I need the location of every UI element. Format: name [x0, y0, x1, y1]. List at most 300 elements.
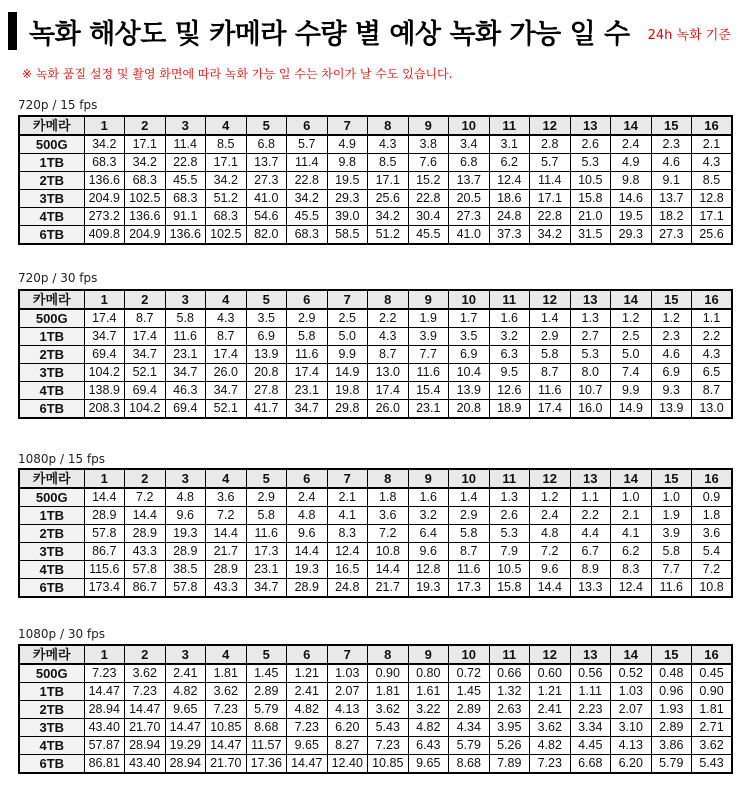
table-row [19, 154, 732, 172]
days-value-cell: 19.5 [611, 208, 652, 226]
days-value-cell: 16.5 [327, 561, 368, 579]
days-value-cell: 2.8 [530, 135, 571, 154]
table-header-row [19, 469, 732, 488]
days-value-cell: 5.7 [530, 154, 571, 172]
camera-count-header: 12 [530, 469, 571, 488]
days-value-cell: 68.3 [287, 226, 328, 245]
days-value-cell: 1.3 [570, 309, 611, 328]
days-value-cell: 2.41 [530, 701, 571, 719]
storage-capacity-cell: 500G [19, 488, 84, 507]
days-value-cell: 17.4 [368, 382, 409, 400]
days-value-cell: 1.03 [327, 664, 368, 683]
table-header-row [19, 290, 732, 309]
storage-capacity-cell: 4TB [19, 208, 84, 226]
days-value-cell: 1.7 [449, 309, 490, 328]
days-value-cell: 45.5 [408, 226, 449, 245]
days-value-cell: 6.8 [449, 154, 490, 172]
days-value-cell: 30.4 [408, 208, 449, 226]
days-value-cell: 204.9 [125, 226, 166, 245]
days-value-cell: 10.8 [692, 579, 733, 598]
days-value-cell: 34.2 [287, 190, 328, 208]
storage-capacity-cell: 4TB [19, 737, 84, 755]
camera-count-header: 8 [368, 469, 409, 488]
storage-capacity-cell: 6TB [19, 400, 84, 419]
storage-capacity-cell: 3TB [19, 543, 84, 561]
days-value-cell: 7.4 [611, 364, 652, 382]
days-value-cell: 11.6 [246, 525, 287, 543]
days-value-cell: 14.47 [206, 737, 247, 755]
camera-count-header: 5 [246, 116, 287, 135]
days-value-cell: 8.9 [570, 561, 611, 579]
camera-count-header: 1 [84, 645, 125, 664]
table-header-row [19, 116, 732, 135]
days-value-cell: 2.2 [368, 309, 409, 328]
days-value-cell: 4.13 [611, 737, 652, 755]
days-value-cell: 5.8 [651, 543, 692, 561]
days-value-cell: 25.6 [368, 190, 409, 208]
days-value-cell: 4.3 [368, 328, 409, 346]
days-value-cell: 1.9 [651, 507, 692, 525]
camera-count-header: 14 [611, 290, 652, 309]
days-value-cell: 13.0 [368, 364, 409, 382]
days-value-cell: 17.4 [287, 364, 328, 382]
days-value-cell: 51.2 [206, 190, 247, 208]
days-value-cell: 11.4 [530, 172, 571, 190]
days-value-cell: 13.7 [449, 172, 490, 190]
days-value-cell: 14.47 [125, 701, 166, 719]
table-row [19, 328, 732, 346]
days-value-cell: 15.2 [408, 172, 449, 190]
days-value-cell: 51.2 [368, 226, 409, 245]
days-value-cell: 27.3 [246, 172, 287, 190]
days-value-cell: 5.8 [165, 309, 206, 328]
days-value-cell: 34.2 [125, 154, 166, 172]
days-value-cell: 14.9 [327, 364, 368, 382]
days-value-cell: 14.4 [125, 507, 166, 525]
days-value-cell: 38.5 [165, 561, 206, 579]
days-value-cell: 17.1 [125, 135, 166, 154]
camera-header-cell: 카메라 [19, 469, 84, 488]
days-value-cell: 6.68 [570, 755, 611, 774]
days-value-cell: 4.4 [570, 525, 611, 543]
days-value-cell: 4.6 [651, 154, 692, 172]
days-value-cell: 6.20 [611, 755, 652, 774]
camera-count-header: 15 [651, 116, 692, 135]
days-value-cell: 29.3 [327, 190, 368, 208]
table-row [19, 346, 732, 364]
days-value-cell: 34.2 [84, 135, 125, 154]
days-value-cell: 27.3 [651, 226, 692, 245]
days-value-cell: 14.47 [287, 755, 328, 774]
days-value-cell: 102.5 [206, 226, 247, 245]
days-value-cell: 58.5 [327, 226, 368, 245]
days-value-cell: 11.57 [246, 737, 287, 755]
days-value-cell: 34.7 [206, 382, 247, 400]
days-value-cell: 3.10 [611, 719, 652, 737]
days-value-cell: 3.6 [206, 488, 247, 507]
days-value-cell: 3.95 [489, 719, 530, 737]
days-value-cell: 21.70 [206, 755, 247, 774]
camera-count-header: 16 [692, 469, 733, 488]
days-value-cell: 2.1 [692, 135, 733, 154]
days-value-cell: 69.4 [125, 382, 166, 400]
retention-table [18, 289, 733, 419]
days-value-cell: 3.22 [408, 701, 449, 719]
days-value-cell: 2.07 [611, 701, 652, 719]
days-value-cell: 27.3 [449, 208, 490, 226]
days-value-cell: 5.26 [489, 737, 530, 755]
days-value-cell: 5.43 [368, 719, 409, 737]
table-row [19, 701, 732, 719]
days-value-cell: 9.1 [651, 172, 692, 190]
days-value-cell: 1.2 [651, 309, 692, 328]
days-value-cell: 57.8 [84, 525, 125, 543]
days-value-cell: 10.8 [368, 543, 409, 561]
days-value-cell: 0.60 [530, 664, 571, 683]
days-value-cell: 5.79 [651, 755, 692, 774]
camera-count-header: 12 [530, 290, 571, 309]
days-value-cell: 11.6 [165, 328, 206, 346]
days-value-cell: 8.7 [368, 346, 409, 364]
days-value-cell: 52.1 [125, 364, 166, 382]
days-value-cell: 6.8 [246, 135, 287, 154]
table-row [19, 737, 732, 755]
days-value-cell: 1.21 [530, 683, 571, 701]
days-value-cell: 3.5 [449, 328, 490, 346]
days-value-cell: 115.6 [84, 561, 125, 579]
camera-count-header: 6 [287, 645, 328, 664]
title-accent-bar [8, 12, 17, 50]
days-value-cell: 14.4 [530, 579, 571, 598]
days-value-cell: 10.85 [368, 755, 409, 774]
camera-count-header: 3 [165, 469, 206, 488]
days-value-cell: 17.4 [206, 346, 247, 364]
days-value-cell: 3.2 [489, 328, 530, 346]
days-value-cell: 2.4 [530, 507, 571, 525]
days-value-cell: 28.9 [125, 525, 166, 543]
recording-basis-note: 24h 녹화 기준 [647, 27, 731, 43]
days-value-cell: 0.48 [651, 664, 692, 683]
days-value-cell: 5.8 [530, 346, 571, 364]
days-value-cell: 3.62 [368, 701, 409, 719]
days-value-cell: 2.6 [570, 135, 611, 154]
days-value-cell: 14.47 [165, 719, 206, 737]
days-value-cell: 12.8 [692, 190, 733, 208]
days-value-cell: 27.8 [246, 382, 287, 400]
storage-capacity-cell: 2TB [19, 701, 84, 719]
days-value-cell: 4.6 [651, 346, 692, 364]
camera-count-header: 4 [206, 116, 247, 135]
table-row [19, 226, 732, 245]
camera-count-header: 16 [692, 116, 733, 135]
days-value-cell: 4.1 [611, 525, 652, 543]
days-value-cell: 1.45 [246, 664, 287, 683]
camera-count-header: 11 [489, 290, 530, 309]
days-value-cell: 8.7 [206, 328, 247, 346]
camera-count-header: 4 [206, 290, 247, 309]
days-value-cell: 86.81 [84, 755, 125, 774]
camera-count-header: 13 [570, 116, 611, 135]
days-value-cell: 3.8 [408, 135, 449, 154]
days-value-cell: 2.23 [570, 701, 611, 719]
days-value-cell: 28.9 [165, 543, 206, 561]
days-value-cell: 24.8 [489, 208, 530, 226]
days-value-cell: 2.41 [165, 664, 206, 683]
camera-count-header: 9 [408, 469, 449, 488]
table-row [19, 561, 732, 579]
days-value-cell: 2.71 [692, 719, 733, 737]
days-value-cell: 21.0 [570, 208, 611, 226]
days-value-cell: 17.1 [530, 190, 571, 208]
days-value-cell: 18.2 [651, 208, 692, 226]
days-value-cell: 8.5 [206, 135, 247, 154]
days-value-cell: 23.1 [246, 561, 287, 579]
days-value-cell: 11.4 [287, 154, 328, 172]
days-value-cell: 0.52 [611, 664, 652, 683]
days-value-cell: 17.3 [246, 543, 287, 561]
days-value-cell: 0.45 [692, 664, 733, 683]
camera-count-header: 3 [165, 290, 206, 309]
days-value-cell: 1.03 [611, 683, 652, 701]
days-value-cell: 5.8 [246, 507, 287, 525]
days-value-cell: 4.82 [408, 719, 449, 737]
days-value-cell: 1.2 [611, 309, 652, 328]
camera-count-header: 7 [327, 290, 368, 309]
days-value-cell: 5.8 [449, 525, 490, 543]
days-value-cell: 1.81 [692, 701, 733, 719]
days-value-cell: 0.80 [408, 664, 449, 683]
days-value-cell: 2.4 [611, 135, 652, 154]
days-value-cell: 28.9 [206, 561, 247, 579]
camera-count-header: 10 [449, 645, 490, 664]
days-value-cell: 91.1 [165, 208, 206, 226]
days-value-cell: 9.8 [611, 172, 652, 190]
days-value-cell: 409.8 [84, 226, 125, 245]
disclaimer-note: ※ 녹화 품질 설정 및 촬영 화면에 따라 녹화 가능 일 수는 차이가 날 수도 있습니다. [22, 67, 453, 81]
days-value-cell: 12.4 [489, 172, 530, 190]
days-value-cell: 43.40 [125, 755, 166, 774]
storage-capacity-cell: 6TB [19, 755, 84, 774]
days-value-cell: 11.6 [408, 364, 449, 382]
days-value-cell: 13.7 [246, 154, 287, 172]
days-value-cell: 57.8 [125, 561, 166, 579]
days-value-cell: 19.3 [408, 579, 449, 598]
days-value-cell: 1.0 [651, 488, 692, 507]
days-value-cell: 5.3 [489, 525, 530, 543]
days-value-cell: 1.1 [692, 309, 733, 328]
days-value-cell: 4.82 [165, 683, 206, 701]
section-label: 1080p / 15 fps [18, 452, 106, 466]
days-value-cell: 10.5 [489, 561, 530, 579]
days-value-cell: 3.9 [408, 328, 449, 346]
days-value-cell: 8.7 [530, 364, 571, 382]
camera-count-header: 8 [368, 645, 409, 664]
days-value-cell: 8.68 [449, 755, 490, 774]
days-value-cell: 24.8 [327, 579, 368, 598]
days-value-cell: 86.7 [84, 543, 125, 561]
days-value-cell: 7.2 [368, 525, 409, 543]
days-value-cell: 6.2 [611, 543, 652, 561]
days-value-cell: 4.82 [287, 701, 328, 719]
section-label: 720p / 30 fps [18, 271, 98, 285]
days-value-cell: 3.6 [368, 507, 409, 525]
camera-count-header: 3 [165, 645, 206, 664]
days-value-cell: 9.6 [408, 543, 449, 561]
days-value-cell: 5.3 [570, 154, 611, 172]
days-value-cell: 68.3 [84, 154, 125, 172]
days-value-cell: 28.9 [287, 579, 328, 598]
days-value-cell: 0.90 [692, 683, 733, 701]
days-value-cell: 0.9 [692, 488, 733, 507]
days-value-cell: 23.1 [408, 400, 449, 419]
days-value-cell: 4.3 [368, 135, 409, 154]
days-value-cell: 4.8 [165, 488, 206, 507]
days-value-cell: 21.7 [368, 579, 409, 598]
days-value-cell: 69.4 [84, 346, 125, 364]
camera-count-header: 14 [611, 469, 652, 488]
days-value-cell: 34.2 [206, 172, 247, 190]
days-value-cell: 28.9 [84, 507, 125, 525]
days-value-cell: 0.96 [651, 683, 692, 701]
days-value-cell: 14.4 [287, 543, 328, 561]
days-value-cell: 5.43 [692, 755, 733, 774]
days-value-cell: 7.23 [368, 737, 409, 755]
storage-capacity-cell: 1TB [19, 328, 84, 346]
days-value-cell: 29.8 [327, 400, 368, 419]
days-value-cell: 7.7 [408, 346, 449, 364]
camera-count-header: 6 [287, 116, 328, 135]
camera-header-cell: 카메라 [19, 645, 84, 664]
days-value-cell: 9.6 [287, 525, 328, 543]
days-value-cell: 6.5 [692, 364, 733, 382]
days-value-cell: 39.0 [327, 208, 368, 226]
days-value-cell: 7.6 [408, 154, 449, 172]
days-value-cell: 17.1 [368, 172, 409, 190]
storage-capacity-cell: 1TB [19, 154, 84, 172]
days-value-cell: 2.9 [287, 309, 328, 328]
days-value-cell: 6.3 [489, 346, 530, 364]
camera-count-header: 5 [246, 645, 287, 664]
camera-count-header: 1 [84, 469, 125, 488]
days-value-cell: 34.7 [84, 328, 125, 346]
camera-count-header: 7 [327, 116, 368, 135]
camera-count-header: 10 [449, 290, 490, 309]
days-value-cell: 19.3 [165, 525, 206, 543]
days-value-cell: 2.7 [570, 328, 611, 346]
days-value-cell: 34.2 [530, 226, 571, 245]
days-value-cell: 1.4 [449, 488, 490, 507]
section-label: 720p / 15 fps [18, 98, 98, 112]
days-value-cell: 2.6 [489, 507, 530, 525]
camera-count-header: 11 [489, 116, 530, 135]
days-value-cell: 15.8 [489, 579, 530, 598]
table-row [19, 755, 732, 774]
days-value-cell: 34.7 [165, 364, 206, 382]
days-value-cell: 11.6 [287, 346, 328, 364]
days-value-cell: 138.9 [84, 382, 125, 400]
days-value-cell: 43.40 [84, 719, 125, 737]
days-value-cell: 2.41 [287, 683, 328, 701]
camera-count-header: 13 [570, 645, 611, 664]
days-value-cell: 3.62 [206, 683, 247, 701]
days-value-cell: 29.3 [611, 226, 652, 245]
days-value-cell: 1.3 [489, 488, 530, 507]
days-value-cell: 2.89 [449, 701, 490, 719]
days-value-cell: 8.5 [368, 154, 409, 172]
days-value-cell: 1.9 [408, 309, 449, 328]
camera-count-header: 2 [125, 116, 166, 135]
table-row [19, 683, 732, 701]
days-value-cell: 17.1 [692, 208, 733, 226]
days-value-cell: 104.2 [125, 400, 166, 419]
days-value-cell: 6.20 [327, 719, 368, 737]
days-value-cell: 22.8 [408, 190, 449, 208]
days-value-cell: 69.4 [165, 400, 206, 419]
table-row [19, 719, 732, 737]
days-value-cell: 22.8 [530, 208, 571, 226]
table-row [19, 543, 732, 561]
days-value-cell: 18.9 [489, 400, 530, 419]
days-value-cell: 14.6 [611, 190, 652, 208]
camera-count-header: 15 [651, 469, 692, 488]
days-value-cell: 3.62 [125, 664, 166, 683]
days-value-cell: 17.1 [206, 154, 247, 172]
days-value-cell: 1.21 [287, 664, 328, 683]
retention-table [18, 468, 733, 598]
days-value-cell: 17.4 [84, 309, 125, 328]
days-value-cell: 20.8 [246, 364, 287, 382]
days-value-cell: 1.11 [570, 683, 611, 701]
camera-count-header: 2 [125, 290, 166, 309]
table-row [19, 135, 732, 154]
days-value-cell: 9.9 [327, 346, 368, 364]
days-value-cell: 8.5 [692, 172, 733, 190]
days-value-cell: 23.1 [165, 346, 206, 364]
days-value-cell: 0.72 [449, 664, 490, 683]
days-value-cell: 1.4 [530, 309, 571, 328]
camera-count-header: 1 [84, 290, 125, 309]
camera-count-header: 12 [530, 116, 571, 135]
storage-capacity-cell: 2TB [19, 525, 84, 543]
camera-count-header: 5 [246, 469, 287, 488]
days-value-cell: 17.4 [530, 400, 571, 419]
days-value-cell: 1.45 [449, 683, 490, 701]
days-value-cell: 12.6 [489, 382, 530, 400]
days-value-cell: 3.34 [570, 719, 611, 737]
days-value-cell: 2.3 [651, 328, 692, 346]
days-value-cell: 5.0 [327, 328, 368, 346]
days-value-cell: 5.79 [449, 737, 490, 755]
camera-count-header: 9 [408, 116, 449, 135]
days-value-cell: 9.8 [327, 154, 368, 172]
days-value-cell: 82.0 [246, 226, 287, 245]
days-value-cell: 2.3 [651, 135, 692, 154]
days-value-cell: 11.6 [449, 561, 490, 579]
days-value-cell: 9.5 [489, 364, 530, 382]
days-value-cell: 52.1 [206, 400, 247, 419]
days-value-cell: 43.3 [206, 579, 247, 598]
days-value-cell: 5.4 [692, 543, 733, 561]
days-value-cell: 19.29 [165, 737, 206, 755]
days-value-cell: 2.4 [287, 488, 328, 507]
days-value-cell: 9.65 [287, 737, 328, 755]
days-value-cell: 7.9 [489, 543, 530, 561]
camera-count-header: 12 [530, 645, 571, 664]
days-value-cell: 1.93 [651, 701, 692, 719]
days-value-cell: 13.9 [651, 400, 692, 419]
days-value-cell: 54.6 [246, 208, 287, 226]
days-value-cell: 68.3 [165, 190, 206, 208]
